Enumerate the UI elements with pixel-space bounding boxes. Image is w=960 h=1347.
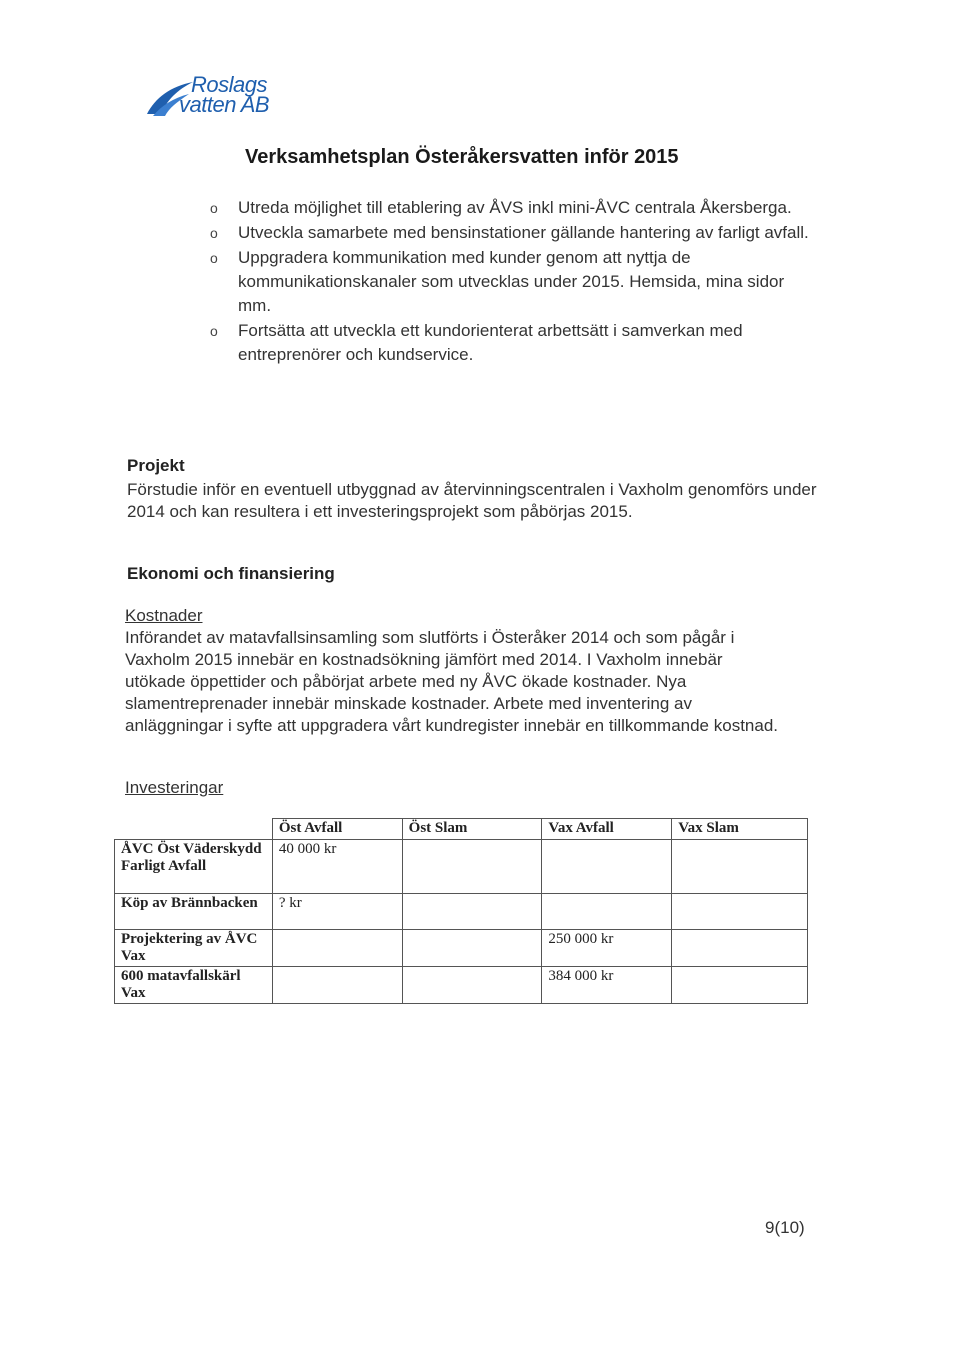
ekonomi-heading: Ekonomi och finansiering [127,564,335,583]
table-cell [672,894,808,930]
bullet-text: Utreda möjlighet till etablering av ÅVS inkl mini-ÅVC centrala Åkersberga. [238,198,792,217]
projekt-text: Förstudie inför en eventuell utbyggnad av återvinningscentralen i Vaxholm genomförs under 2014 och kan resultera i ett investeringsprojekt som påbörjas 2015. [127,480,817,521]
table-cell: ? kr [272,894,402,930]
column-header [115,819,273,840]
investment-table [114,818,808,1004]
table-cell [672,967,808,1004]
table-cell: 384 000 kr [542,967,672,1004]
table-cell [402,894,542,930]
table-cell [672,930,808,967]
row-label: Köp av Brännbacken [115,894,273,930]
page-title: Verksamhetsplan Österåkersvatten inför 2015 [245,146,679,168]
list-item [210,221,810,245]
bullet-circle-icon: o [210,250,218,266]
column-header: Vax Slam [672,819,808,840]
table-cell [672,840,808,894]
table-cell: 250 000 kr [542,930,672,967]
list-item [210,246,810,318]
table-header-row [115,819,808,840]
bullet-circle-icon: o [210,200,218,216]
row-label: ÅVC Öst Väderskydd Farligt Avfall [115,840,273,894]
bullet-circle-icon: o [210,323,218,339]
bullet-text: Uppgradera kommunikation med kunder genom att nyttja de kommunikationskanaler som utvecklas under 2015. Hemsida, mina sidor mm. [238,248,785,315]
column-header: Öst Slam [402,819,542,840]
table-cell [402,840,542,894]
row-label: 600 matavfallskärl Vax [115,967,273,1004]
table-row [115,930,808,967]
table-cell [542,840,672,894]
table-cell [542,894,672,930]
table-row [115,840,808,894]
column-header: Öst Avfall [272,819,402,840]
table-cell [272,967,402,1004]
page-number: 9(10) [765,1218,805,1237]
table-row [115,967,808,1004]
column-header: Vax Avfall [542,819,672,840]
company-logo [145,72,315,122]
table-cell [402,930,542,967]
list-item [210,196,810,220]
bullet-text: Utveckla samarbete med bensinstationer gällande hantering av farligt avfall. [238,223,809,242]
bullet-text: Fortsätta att utveckla ett kundorienterat arbettsätt i samverkan med entreprenörer och kundservice. [238,321,743,364]
row-label: Projektering av ÅVC Vax [115,930,273,967]
kostnader-text: Införandet av matavfallsinsamling som slutförts i Österåker 2014 och som pågår i Vaxholm 2015 innebär en kostnadsökning jämfört med 2014. I Vaxholm innebär utökade öppettider och påbörjat arbete med ny ÅVC ökade kostnader. Nya slamentreprenader innebär minskade kostnader. Arbete med inventering av anläggningar i syfte att uppgradera vårt kundregister innebär en tillkommande kostnad. [125,628,778,735]
logo-text-line1: Roslags [191,72,267,97]
table-cell [402,967,542,1004]
projekt-heading: Projekt [127,456,185,475]
list-item [210,319,810,367]
investeringar-heading: Investeringar [125,778,224,797]
kostnader-heading: Kostnader [125,606,203,625]
table-row [115,894,808,930]
table-cell [272,930,402,967]
logo-text-line2: vatten AB [179,92,270,117]
plan-bullet-list [210,196,810,368]
table-cell: 40 000 kr [272,840,402,894]
bullet-circle-icon: o [210,225,218,241]
